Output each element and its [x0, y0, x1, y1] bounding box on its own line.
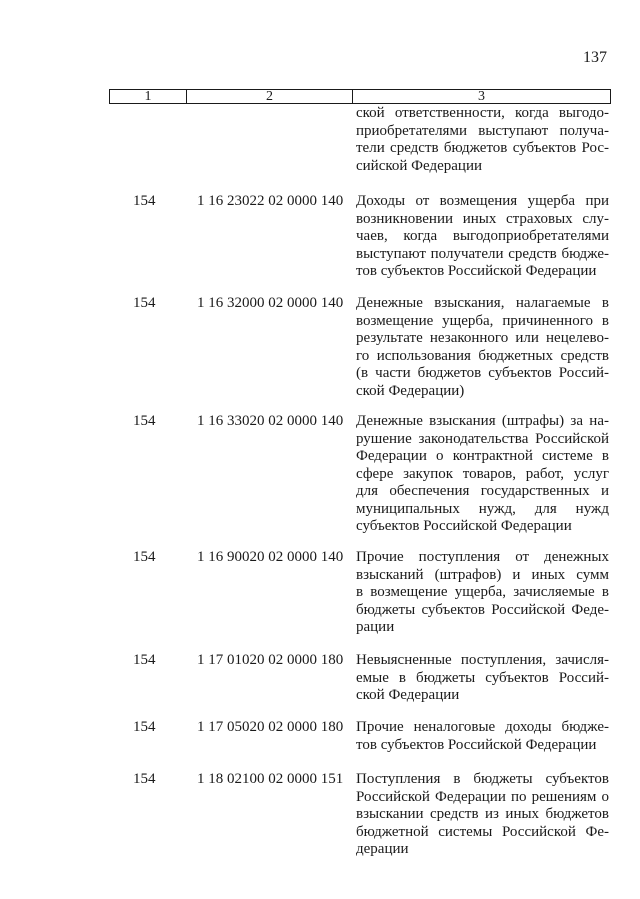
income-description-cell: [356, 193, 609, 281]
description-line: Федерации о контрактной системе в: [356, 448, 609, 464]
description-line: субъектов Российской Федерации: [356, 518, 572, 534]
admin-code-cell: 154: [133, 771, 156, 787]
income-description-cell: [356, 549, 609, 637]
column-header-table: [109, 89, 611, 104]
column-header-3: 3: [353, 90, 611, 104]
description-line: Денежные взыскания (штрафы) за на-: [356, 413, 609, 429]
description-line: ской Федерации: [356, 687, 460, 703]
description-line: для обеспечения государственных и: [356, 483, 609, 499]
income-description-cell: [356, 295, 609, 400]
description-line: Прочие поступления от денежных: [356, 549, 609, 565]
description-line: (в части бюджетов субъектов Россий-: [356, 365, 609, 381]
description-line: емые в бюджеты субъектов Россий-: [356, 669, 609, 686]
budget-classification-code-cell: 1 16 32000 02 0000 140: [197, 295, 344, 311]
description-line: рушение законодательства Российской: [356, 430, 609, 447]
admin-code-cell: 154: [133, 652, 156, 668]
budget-classification-code-cell: 1 16 23022 02 0000 140: [197, 193, 344, 209]
admin-code-cell: 154: [133, 413, 156, 429]
description-line: Российской Федерации по решениям о: [356, 788, 609, 805]
admin-code-cell: 154: [133, 295, 156, 311]
income-description-cell: [356, 719, 609, 754]
budget-classification-code-cell: 1 16 33020 02 0000 140: [197, 413, 344, 429]
description-line: взыскании средств из иных бюджетов: [356, 806, 609, 822]
description-line: ской Федерации): [356, 382, 465, 399]
budget-classification-code-cell: 1 17 01020 02 0000 180: [197, 652, 344, 668]
description-line: Денежные взыскания, налагаемые в: [356, 295, 609, 311]
description-line: рации: [356, 619, 395, 635]
budget-classification-code-cell: 1 17 05020 02 0000 180: [197, 719, 344, 735]
admin-code-cell: 154: [133, 549, 156, 565]
column-header-1: 1: [110, 90, 187, 104]
income-description-cell: [356, 652, 609, 705]
description-line: муниципальных нужд, для нужд: [356, 500, 609, 517]
description-line: в возмещение ущерба, зачисляемые в: [356, 584, 609, 600]
budget-classification-code-cell: 1 18 02100 02 0000 151: [197, 771, 344, 787]
description-line: сийской Федерации: [356, 157, 483, 174]
column-header-2: 2: [187, 90, 353, 104]
description-line: выступают получатели средств бюдже-: [356, 245, 609, 262]
description-line: приобретателями выступают получа-: [356, 122, 609, 139]
description-line: Поступления в бюджеты субъектов: [356, 771, 609, 787]
description-line: Прочие неналоговые доходы бюдже-: [356, 719, 609, 735]
description-line: тов субъектов Российской Федерации: [356, 736, 597, 753]
income-description-cell: [356, 771, 609, 859]
column-header-row: [110, 90, 611, 104]
description-line: сфере закупок товаров, работ, услуг: [356, 465, 609, 482]
description-line: ской ответственности, когда выгодо-: [356, 105, 609, 121]
description-line: бюджетной системы Российской Фе-: [356, 823, 609, 840]
description-line: тов субъектов Российской Федерации: [356, 263, 597, 279]
income-description-cell: [356, 105, 609, 175]
income-description-cell: [356, 413, 609, 536]
description-line: бюджеты субъектов Российской Феде-: [356, 601, 609, 618]
description-line: дерации: [356, 841, 409, 857]
description-line: Доходы от возмещения ущерба при: [356, 193, 609, 209]
description-line: результате незаконного или нецелево-: [356, 330, 609, 346]
admin-code-cell: 154: [133, 193, 156, 209]
description-line: тели средств бюджетов субъектов Рос-: [356, 140, 609, 156]
description-line: Невыясненные поступления, зачисля-: [356, 652, 609, 668]
admin-code-cell: 154: [133, 719, 156, 735]
description-line: чаев, когда выгодоприобретателями: [356, 228, 609, 244]
description-line: возникновении иных страховых слу-: [356, 210, 609, 227]
page-number: 137: [583, 49, 607, 66]
description-line: го использования бюджетных средств: [356, 347, 609, 364]
description-line: возмещение ущерба, причиненного в: [356, 312, 609, 329]
budget-classification-code-cell: 1 16 90020 02 0000 140: [197, 549, 344, 565]
description-line: взысканий (штрафов) и иных сумм: [356, 566, 609, 583]
